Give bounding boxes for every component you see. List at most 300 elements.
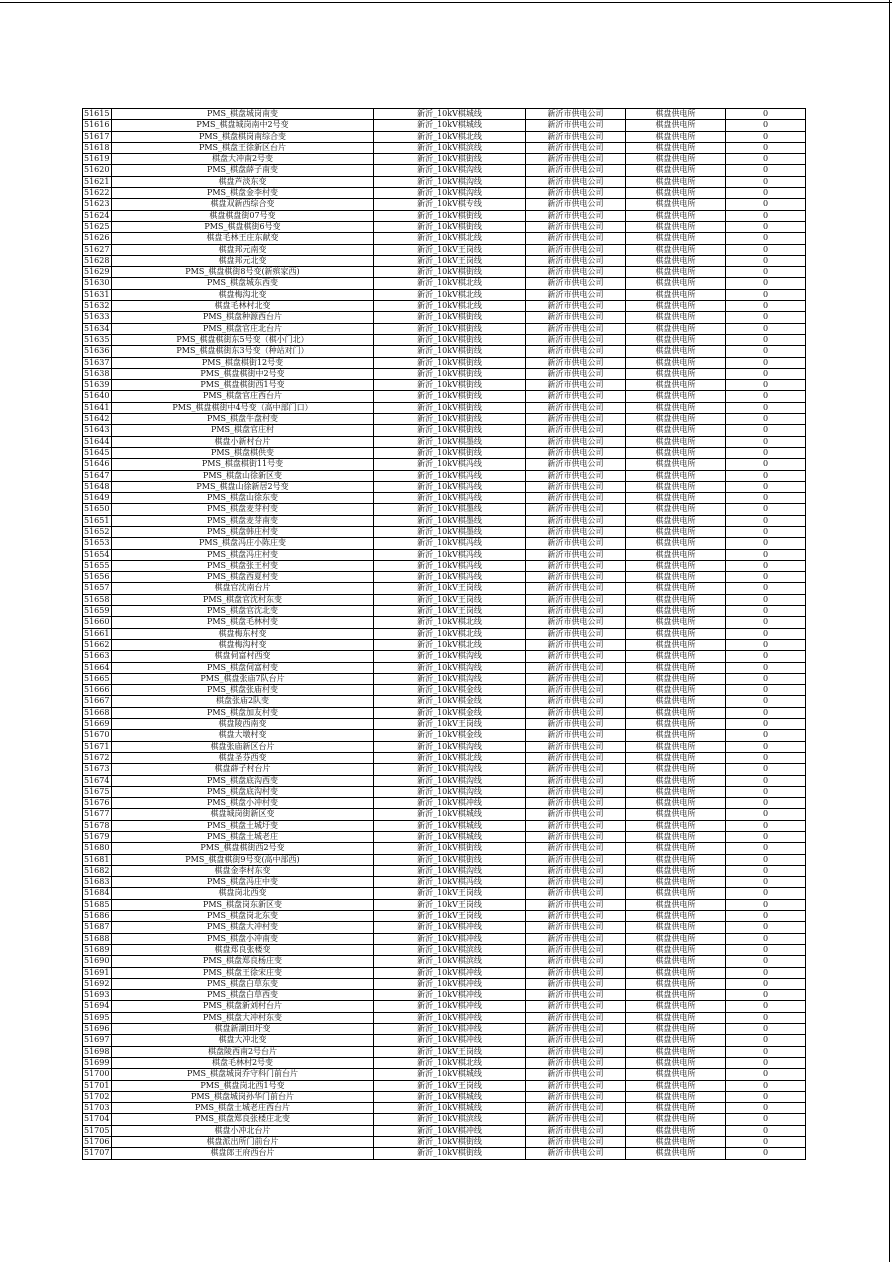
table-row xyxy=(83,526,806,537)
table-row xyxy=(83,515,806,526)
company-cell: 新沂市供电公司 xyxy=(526,606,626,617)
office-cell: 棋盘供电所 xyxy=(626,549,726,560)
table-row xyxy=(83,639,806,650)
office-cell: 棋盘供电所 xyxy=(626,414,726,425)
table-row xyxy=(83,1137,806,1148)
station-name-cell: 棋盘伺富村西变 xyxy=(112,651,374,662)
line-name-cell: 新沂_10kV棋街线 xyxy=(374,312,526,323)
office-cell: 棋盘供电所 xyxy=(626,606,726,617)
table-row xyxy=(83,414,806,425)
line-name-cell: 新沂_10kV棋街线 xyxy=(374,346,526,357)
table-row xyxy=(83,255,806,266)
value-cell: 0 xyxy=(726,470,806,481)
company-cell: 新沂市供电公司 xyxy=(526,109,626,120)
company-cell: 新沂市供电公司 xyxy=(526,154,626,165)
line-name-cell: 新沂_10kV棋冯线 xyxy=(374,538,526,549)
value-cell: 0 xyxy=(726,944,806,955)
value-cell: 0 xyxy=(726,425,806,436)
table-row xyxy=(83,233,806,244)
line-name-cell: 新沂_10kV王岗线 xyxy=(374,888,526,899)
table-body xyxy=(83,109,806,1160)
company-cell: 新沂市供电公司 xyxy=(526,956,626,967)
value-cell: 0 xyxy=(726,1035,806,1046)
table-row xyxy=(83,673,806,684)
row-id-cell: 51705 xyxy=(83,1125,112,1136)
line-name-cell: 新沂_10kV棋街线 xyxy=(374,1137,526,1148)
office-cell: 棋盘供电所 xyxy=(626,560,726,571)
row-id-cell: 51687 xyxy=(83,922,112,933)
table-row xyxy=(83,176,806,187)
row-id-cell: 51658 xyxy=(83,594,112,605)
row-id-cell: 51679 xyxy=(83,832,112,843)
office-cell: 棋盘供电所 xyxy=(626,142,726,153)
company-cell: 新沂市供电公司 xyxy=(526,447,626,458)
office-cell: 棋盘供电所 xyxy=(626,832,726,843)
station-name-cell: PMS_棋盘麦芽村变 xyxy=(112,504,374,515)
company-cell: 新沂市供电公司 xyxy=(526,493,626,504)
row-id-cell: 51666 xyxy=(83,685,112,696)
company-cell: 新沂市供电公司 xyxy=(526,459,626,470)
office-cell: 棋盘供电所 xyxy=(626,719,726,730)
office-cell: 棋盘供电所 xyxy=(626,809,726,820)
row-id-cell: 51616 xyxy=(83,120,112,131)
station-name-cell: 棋盘金李村东变 xyxy=(112,865,374,876)
company-cell: 新沂市供电公司 xyxy=(526,877,626,888)
station-name-cell: PMS_棋盘岗北西1号变 xyxy=(112,1080,374,1091)
company-cell: 新沂市供电公司 xyxy=(526,1001,626,1012)
row-id-cell: 51632 xyxy=(83,301,112,312)
line-name-cell: 新沂_10kV棋金线 xyxy=(374,685,526,696)
table-row xyxy=(83,798,806,809)
value-cell: 0 xyxy=(726,956,806,967)
value-cell: 0 xyxy=(726,1080,806,1091)
line-name-cell: 新沂_10kV棋滨线 xyxy=(374,142,526,153)
office-cell: 棋盘供电所 xyxy=(626,922,726,933)
table-row xyxy=(83,594,806,605)
line-name-cell: 新沂_10kV棋墨线 xyxy=(374,504,526,515)
station-name-cell: PMS_棋盘白草东变 xyxy=(112,978,374,989)
office-cell: 棋盘供电所 xyxy=(626,933,726,944)
company-cell: 新沂市供电公司 xyxy=(526,865,626,876)
table-row xyxy=(83,764,806,775)
table-row xyxy=(83,662,806,673)
station-name-cell: PMS_棋盘底沟西变 xyxy=(112,775,374,786)
table-row xyxy=(83,560,806,571)
office-cell: 棋盘供电所 xyxy=(626,470,726,481)
table-row xyxy=(83,741,806,752)
station-name-cell: PMS_棋盘白草西变 xyxy=(112,990,374,1001)
table-row xyxy=(83,402,806,413)
company-cell: 新沂市供电公司 xyxy=(526,651,626,662)
table-row xyxy=(83,899,806,910)
value-cell: 0 xyxy=(726,493,806,504)
company-cell: 新沂市供电公司 xyxy=(526,572,626,583)
table-row xyxy=(83,447,806,458)
company-cell: 新沂市供电公司 xyxy=(526,538,626,549)
row-id-cell: 51643 xyxy=(83,425,112,436)
row-id-cell: 51669 xyxy=(83,719,112,730)
office-cell: 棋盘供电所 xyxy=(626,493,726,504)
value-cell: 0 xyxy=(726,741,806,752)
station-name-cell: PMS_棋盘官庄村 xyxy=(112,425,374,436)
row-id-cell: 51628 xyxy=(83,255,112,266)
row-id-cell: 51676 xyxy=(83,798,112,809)
office-cell: 棋盘供电所 xyxy=(626,1046,726,1057)
company-cell: 新沂市供电公司 xyxy=(526,820,626,831)
line-name-cell: 新沂_10kV棋街线 xyxy=(374,425,526,436)
table-row xyxy=(83,990,806,1001)
row-id-cell: 51644 xyxy=(83,436,112,447)
row-id-cell: 51642 xyxy=(83,414,112,425)
value-cell: 0 xyxy=(726,978,806,989)
station-name-cell: PMS_棋盘岗东新区变 xyxy=(112,899,374,910)
company-cell: 新沂市供电公司 xyxy=(526,944,626,955)
office-cell: 棋盘供电所 xyxy=(626,1137,726,1148)
office-cell: 棋盘供电所 xyxy=(626,685,726,696)
office-cell: 棋盘供电所 xyxy=(626,956,726,967)
company-cell: 新沂市供电公司 xyxy=(526,323,626,334)
station-name-cell: 棋盘梅东村变 xyxy=(112,628,374,639)
table-row xyxy=(83,391,806,402)
company-cell: 新沂市供电公司 xyxy=(526,786,626,797)
line-name-cell: 新沂_10kV棋沟线 xyxy=(374,673,526,684)
line-name-cell: 新沂_10kV棋北线 xyxy=(374,628,526,639)
station-name-cell: PMS_棋盘棋街6号变 xyxy=(112,221,374,232)
row-id-cell: 51631 xyxy=(83,289,112,300)
office-cell: 棋盘供电所 xyxy=(626,1024,726,1035)
station-name-cell: 棋盘毛林村2号变 xyxy=(112,1057,374,1068)
office-cell: 棋盘供电所 xyxy=(626,1035,726,1046)
station-name-cell: 棋盘圣芬西变 xyxy=(112,752,374,763)
office-cell: 棋盘供电所 xyxy=(626,752,726,763)
station-name-cell: 棋盘小新村台片 xyxy=(112,436,374,447)
value-cell: 0 xyxy=(726,1114,806,1125)
value-cell: 0 xyxy=(726,1046,806,1057)
row-id-cell: 51707 xyxy=(83,1148,112,1159)
value-cell: 0 xyxy=(726,154,806,165)
office-cell: 棋盘供电所 xyxy=(626,865,726,876)
office-cell: 棋盘供电所 xyxy=(626,368,726,379)
row-id-cell: 51664 xyxy=(83,662,112,673)
value-cell: 0 xyxy=(726,899,806,910)
office-cell: 棋盘供电所 xyxy=(626,786,726,797)
value-cell: 0 xyxy=(726,436,806,447)
line-name-cell: 新沂_10kV棋冲线 xyxy=(374,933,526,944)
row-id-cell: 51697 xyxy=(83,1035,112,1046)
row-id-cell: 51651 xyxy=(83,515,112,526)
value-cell: 0 xyxy=(726,176,806,187)
office-cell: 棋盘供电所 xyxy=(626,515,726,526)
row-id-cell: 51652 xyxy=(83,526,112,537)
office-cell: 棋盘供电所 xyxy=(626,673,726,684)
row-id-cell: 51660 xyxy=(83,617,112,628)
table-row xyxy=(83,877,806,888)
company-cell: 新沂市供电公司 xyxy=(526,719,626,730)
value-cell: 0 xyxy=(726,843,806,854)
company-cell: 新沂市供电公司 xyxy=(526,1114,626,1125)
row-id-cell: 51695 xyxy=(83,1012,112,1023)
line-name-cell: 新沂_10kV王岗线 xyxy=(374,719,526,730)
company-cell: 新沂市供电公司 xyxy=(526,481,626,492)
row-id-cell: 51645 xyxy=(83,447,112,458)
office-cell: 棋盘供电所 xyxy=(626,323,726,334)
line-name-cell: 新沂_10kV王岗线 xyxy=(374,606,526,617)
office-cell: 棋盘供电所 xyxy=(626,199,726,210)
value-cell: 0 xyxy=(726,368,806,379)
table-row xyxy=(83,707,806,718)
value-cell: 0 xyxy=(726,210,806,221)
value-cell: 0 xyxy=(726,809,806,820)
company-cell: 新沂市供电公司 xyxy=(526,730,626,741)
line-name-cell: 新沂_10kV棋冲线 xyxy=(374,798,526,809)
row-id-cell: 51654 xyxy=(83,549,112,560)
office-cell: 棋盘供电所 xyxy=(626,165,726,176)
line-name-cell: 新沂_10kV棋冲线 xyxy=(374,967,526,978)
line-name-cell: 新沂_10kV棋街线 xyxy=(374,1148,526,1159)
company-cell: 新沂市供电公司 xyxy=(526,346,626,357)
line-name-cell: 新沂_10kV棋墨线 xyxy=(374,526,526,537)
table-row xyxy=(83,1080,806,1091)
table-row xyxy=(83,967,806,978)
row-id-cell: 51622 xyxy=(83,188,112,199)
row-id-cell: 51699 xyxy=(83,1057,112,1068)
company-cell: 新沂市供电公司 xyxy=(526,1035,626,1046)
office-cell: 棋盘供电所 xyxy=(626,188,726,199)
table-row xyxy=(83,843,806,854)
company-cell: 新沂市供电公司 xyxy=(526,1046,626,1057)
office-cell: 棋盘供电所 xyxy=(626,967,726,978)
station-name-cell: 棋盘陵西南变 xyxy=(112,719,374,730)
line-name-cell: 新沂_10kV棋北线 xyxy=(374,233,526,244)
row-id-cell: 51636 xyxy=(83,346,112,357)
row-id-cell: 51701 xyxy=(83,1080,112,1091)
row-id-cell: 51653 xyxy=(83,538,112,549)
station-name-cell: PMS_棋盘棋街西2号变 xyxy=(112,843,374,854)
company-cell: 新沂市供电公司 xyxy=(526,854,626,865)
value-cell: 0 xyxy=(726,572,806,583)
table-row xyxy=(83,809,806,820)
table-row xyxy=(83,820,806,831)
table-row xyxy=(83,425,806,436)
company-cell: 新沂市供电公司 xyxy=(526,504,626,515)
row-id-cell: 51655 xyxy=(83,560,112,571)
station-name-cell: PMS_棋盘棋街西1号变 xyxy=(112,380,374,391)
company-cell: 新沂市供电公司 xyxy=(526,244,626,255)
row-id-cell: 51657 xyxy=(83,583,112,594)
company-cell: 新沂市供电公司 xyxy=(526,549,626,560)
station-name-cell: 棋盘双新西综合变 xyxy=(112,199,374,210)
company-cell: 新沂市供电公司 xyxy=(526,583,626,594)
table-row xyxy=(83,131,806,142)
line-name-cell: 新沂_10kV棋冲线 xyxy=(374,922,526,933)
line-name-cell: 新沂_10kV棋冲线 xyxy=(374,1035,526,1046)
table-row xyxy=(83,493,806,504)
value-cell: 0 xyxy=(726,1057,806,1068)
value-cell: 0 xyxy=(726,673,806,684)
value-cell: 0 xyxy=(726,685,806,696)
table-row xyxy=(83,911,806,922)
row-id-cell: 51674 xyxy=(83,775,112,786)
table-row xyxy=(83,244,806,255)
line-name-cell: 新沂_10kV棋城线 xyxy=(374,832,526,843)
value-cell: 0 xyxy=(726,289,806,300)
station-name-cell: 棋盘张庙2队变 xyxy=(112,696,374,707)
line-name-cell: 新沂_10kV棋街线 xyxy=(374,414,526,425)
office-cell: 棋盘供电所 xyxy=(626,425,726,436)
office-cell: 棋盘供电所 xyxy=(626,109,726,120)
office-cell: 棋盘供电所 xyxy=(626,662,726,673)
line-name-cell: 新沂_10kV棋冲线 xyxy=(374,1024,526,1035)
value-cell: 0 xyxy=(726,832,806,843)
office-cell: 棋盘供电所 xyxy=(626,1148,726,1159)
value-cell: 0 xyxy=(726,165,806,176)
station-name-cell: PMS_棋盘山徐东变 xyxy=(112,493,374,504)
office-cell: 棋盘供电所 xyxy=(626,1103,726,1114)
table-row xyxy=(83,470,806,481)
company-cell: 新沂市供电公司 xyxy=(526,741,626,752)
company-cell: 新沂市供电公司 xyxy=(526,131,626,142)
station-name-cell: 棋盘小冲北台片 xyxy=(112,1125,374,1136)
row-id-cell: 51675 xyxy=(83,786,112,797)
office-cell: 棋盘供电所 xyxy=(626,301,726,312)
row-id-cell: 51659 xyxy=(83,606,112,617)
station-name-cell: PMS_棋盘官沈北变 xyxy=(112,606,374,617)
office-cell: 棋盘供电所 xyxy=(626,730,726,741)
row-id-cell: 51693 xyxy=(83,990,112,1001)
office-cell: 棋盘供电所 xyxy=(626,944,726,955)
office-cell: 棋盘供电所 xyxy=(626,538,726,549)
table-row xyxy=(83,334,806,345)
row-id-cell: 51685 xyxy=(83,899,112,910)
row-id-cell: 51615 xyxy=(83,109,112,120)
station-name-cell: PMS_棋盘大冲村东变 xyxy=(112,1012,374,1023)
company-cell: 新沂市供电公司 xyxy=(526,1012,626,1023)
station-name-cell: PMS_棋盘棋岗南综合变 xyxy=(112,131,374,142)
company-cell: 新沂市供电公司 xyxy=(526,696,626,707)
office-cell: 棋盘供电所 xyxy=(626,978,726,989)
value-cell: 0 xyxy=(726,481,806,492)
office-cell: 棋盘供电所 xyxy=(626,877,726,888)
station-name-cell: 棋盘岗北西变 xyxy=(112,888,374,899)
company-cell: 新沂市供电公司 xyxy=(526,1024,626,1035)
row-id-cell: 51690 xyxy=(83,956,112,967)
line-name-cell: 新沂_10kV王岗线 xyxy=(374,244,526,255)
row-id-cell: 51667 xyxy=(83,696,112,707)
line-name-cell: 新沂_10kV棋冯线 xyxy=(374,459,526,470)
office-cell: 棋盘供电所 xyxy=(626,436,726,447)
line-name-cell: 新沂_10kV王岗线 xyxy=(374,1046,526,1057)
line-name-cell: 新沂_10kV棋城线 xyxy=(374,109,526,120)
row-id-cell: 51706 xyxy=(83,1137,112,1148)
value-cell: 0 xyxy=(726,447,806,458)
company-cell: 新沂市供电公司 xyxy=(526,1103,626,1114)
table-row xyxy=(83,199,806,210)
row-id-cell: 51703 xyxy=(83,1103,112,1114)
row-id-cell: 51682 xyxy=(83,865,112,876)
line-name-cell: 新沂_10kV王岗线 xyxy=(374,899,526,910)
row-id-cell: 51623 xyxy=(83,199,112,210)
value-cell: 0 xyxy=(726,888,806,899)
station-name-cell: PMS_棋盘城岗乔守科门前台片 xyxy=(112,1069,374,1080)
value-cell: 0 xyxy=(726,1001,806,1012)
table-row xyxy=(83,651,806,662)
company-cell: 新沂市供电公司 xyxy=(526,764,626,775)
line-name-cell: 新沂_10kV棋冲线 xyxy=(374,1125,526,1136)
station-name-cell: PMS_棋盘棋街中2号变 xyxy=(112,368,374,379)
company-cell: 新沂市供电公司 xyxy=(526,843,626,854)
row-id-cell: 51680 xyxy=(83,843,112,854)
station-name-cell: PMS_棋盘张王村变 xyxy=(112,560,374,571)
station-name-cell: PMS_棋盘小冲村变 xyxy=(112,798,374,809)
station-name-cell: 棋盘陵西南2号台片 xyxy=(112,1046,374,1057)
station-name-cell: PMS_棋盘张庙村变 xyxy=(112,685,374,696)
company-cell: 新沂市供电公司 xyxy=(526,142,626,153)
company-cell: 新沂市供电公司 xyxy=(526,707,626,718)
table-row xyxy=(83,888,806,899)
value-cell: 0 xyxy=(726,267,806,278)
line-name-cell: 新沂_10kV棋专线 xyxy=(374,199,526,210)
value-cell: 0 xyxy=(726,865,806,876)
row-id-cell: 51665 xyxy=(83,673,112,684)
page-top-rule xyxy=(0,2,892,3)
table-row xyxy=(83,267,806,278)
line-name-cell: 新沂_10kV棋街线 xyxy=(374,402,526,413)
company-cell: 新沂市供电公司 xyxy=(526,685,626,696)
station-name-cell: PMS_棋盘城岗南变 xyxy=(112,109,374,120)
table-row xyxy=(83,606,806,617)
row-id-cell: 51662 xyxy=(83,639,112,650)
station-name-cell: PMS_棋盘山徐新区变 xyxy=(112,470,374,481)
office-cell: 棋盘供电所 xyxy=(626,312,726,323)
company-cell: 新沂市供电公司 xyxy=(526,617,626,628)
value-cell: 0 xyxy=(726,967,806,978)
table-row xyxy=(83,685,806,696)
line-name-cell: 新沂_10kV棋冯线 xyxy=(374,481,526,492)
row-id-cell: 51670 xyxy=(83,730,112,741)
station-name-cell: PMS_棋盘官庄西台片 xyxy=(112,391,374,402)
office-cell: 棋盘供电所 xyxy=(626,1069,726,1080)
table-row xyxy=(83,188,806,199)
company-cell: 新沂市供电公司 xyxy=(526,978,626,989)
row-id-cell: 51656 xyxy=(83,572,112,583)
value-cell: 0 xyxy=(726,606,806,617)
station-name-cell: 棋盘大冲北变 xyxy=(112,1035,374,1046)
station-name-cell: PMS_棋盘官庄北台片 xyxy=(112,323,374,334)
line-name-cell: 新沂_10kV王岗线 xyxy=(374,911,526,922)
line-name-cell: 新沂_10kV棋滨线 xyxy=(374,1114,526,1125)
company-cell: 新沂市供电公司 xyxy=(526,526,626,537)
station-name-cell: PMS_棋盘小冲南变 xyxy=(112,933,374,944)
station-name-cell: PMS_棋盘棋街中4号变（高中部门口） xyxy=(112,402,374,413)
table-row xyxy=(83,549,806,560)
company-cell: 新沂市供电公司 xyxy=(526,368,626,379)
line-name-cell: 新沂_10kV棋金线 xyxy=(374,707,526,718)
value-cell: 0 xyxy=(726,1091,806,1102)
station-name-cell: PMS_棋盘韩庄村变 xyxy=(112,526,374,537)
line-name-cell: 新沂_10kV棋北线 xyxy=(374,752,526,763)
station-name-cell: PMS_棋盘王徐宋庄变 xyxy=(112,967,374,978)
station-name-cell: 棋盘邦元南变 xyxy=(112,244,374,255)
station-name-cell: PMS_棋盘冯庄中变 xyxy=(112,877,374,888)
station-name-cell: 棋盘梅沟村变 xyxy=(112,639,374,650)
station-name-cell: PMS_棋盘西夏村变 xyxy=(112,572,374,583)
station-name-cell: PMS_棋盘郑良张楼庄北变 xyxy=(112,1114,374,1125)
station-name-cell: PMS_棋盘牛盘村变 xyxy=(112,414,374,425)
value-cell: 0 xyxy=(726,651,806,662)
line-name-cell: 新沂_10kV棋金线 xyxy=(374,696,526,707)
line-name-cell: 新沂_10kV棋街线 xyxy=(374,380,526,391)
row-id-cell: 51626 xyxy=(83,233,112,244)
